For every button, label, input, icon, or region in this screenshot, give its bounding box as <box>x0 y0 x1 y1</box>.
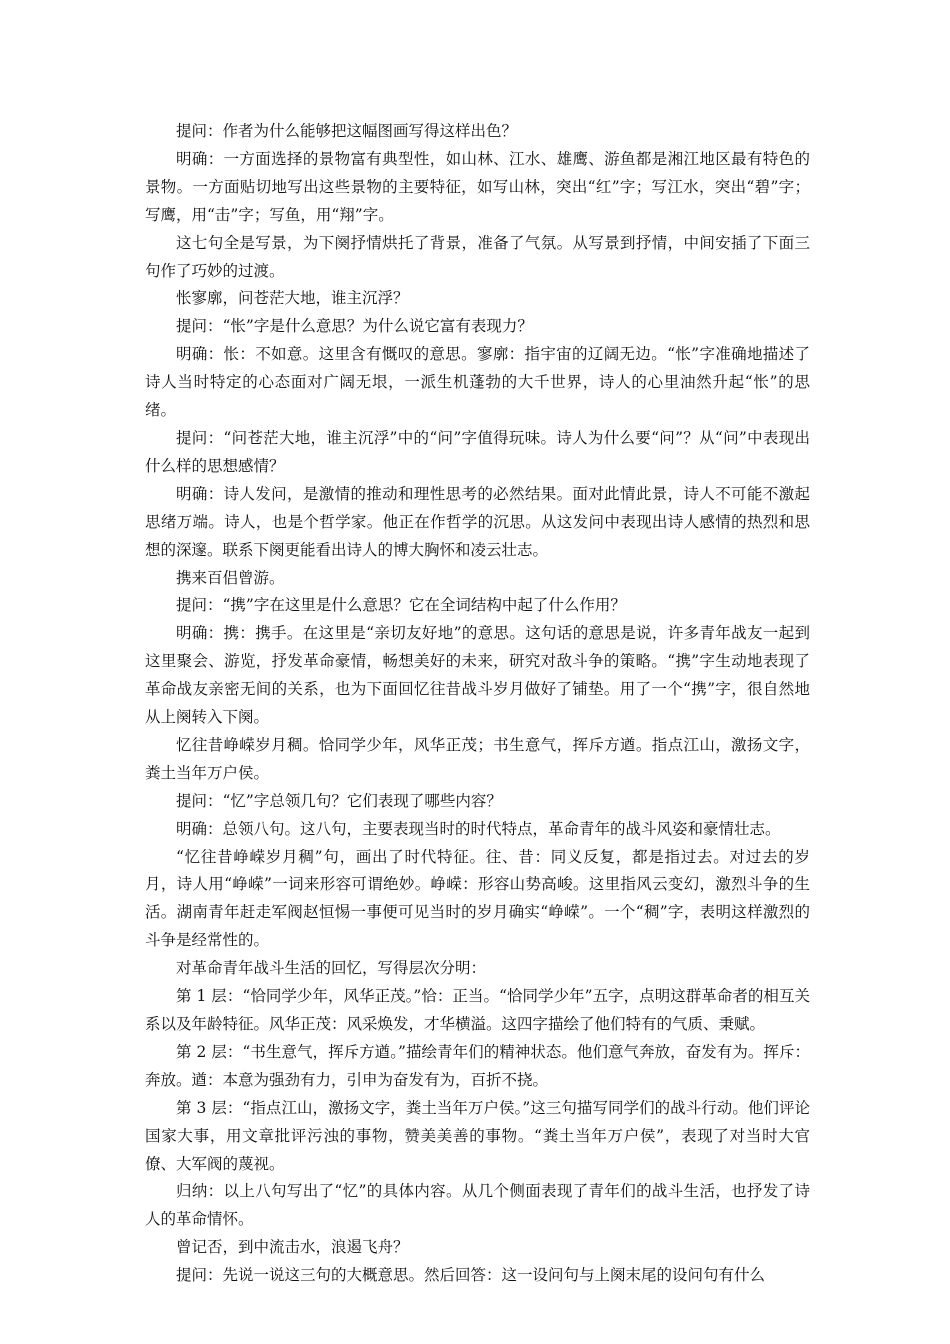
question-paragraph: 提问：“怅”字是什么意思？为什么说它富有表现力？ <box>176 317 533 336</box>
question-paragraph: 提问：“携”字在这里是什么意思？它在全词结构中起了什么作用？ <box>176 596 626 615</box>
question-paragraph: 提问：作者为什么能够把这幅图画写得这样出色？ <box>176 122 518 140</box>
question-paragraph: 提问：先说一说这三句的大概意思。然后回答：这一设问句与上阕末尾的设问句有什么 <box>176 1266 766 1285</box>
answer-paragraph: 明确：携：携手。在这里是“亲切友好地”的意思。这句话的意思是说，许多青年战友一起到这里聚会、游览，抒发革命豪情，畅想美好的未来，研究对敌斗争的策略。“携”字生动地表现了革命战友亲密无间的关系，也为下面回忆往昔战斗岁月做好了铺垫。用了一个“携”字，很自然地从上阕转入下阕。 <box>145 624 810 727</box>
body-paragraph: 对革命青年战斗生活的回忆，写得层次分明： <box>176 959 487 978</box>
document-page <box>145 118 810 1290</box>
answer-paragraph: 明确：总领八句。这八句，主要表现当时的时代特点，革命青年的战斗风姿和豪情壮志。 <box>176 819 781 838</box>
body-paragraph: 这七句全是写景，为下阕抒情烘托了背景，准备了气氛。从写景到抒情，中间安插了下面三句作了巧妙的过渡。 <box>145 233 810 280</box>
question-paragraph: 提问：“问苍茫大地，谁主沉浮”中的“问”字值得玩味。诗人为什么要“问”？从“问”中表现出什么样的思想感情？ <box>145 428 810 475</box>
layer-paragraph: 第 3 层：“指点江山，激扬文字，粪土当年万户侯。”这三句描写同学们的战斗行动。他们评论国家大事，用文章批评污浊的事物，赞美美善的事物。“粪土当年万户侯”，表现了对当时大官僚、大军阀的蔑视。 <box>145 1098 810 1173</box>
poem-line: 曾记否，到中流击水，浪遏飞舟？ <box>176 1238 409 1257</box>
poem-line: 忆往昔峥嵘岁月稠。恰同学少年，风华正茂；书生意气，挥斥方遒。指点江山，激扬文字，粪土当年万户侯。 <box>145 735 810 782</box>
layer-paragraph: 第 1 层：“恰同学少年，风华正茂。”恰：正当。“恰同学少年”五字，点明这群革命者的相互关系以及年龄特征。风华正茂：风采焕发，才华横溢。这四字描绘了他们特有的气质、秉赋。 <box>145 987 810 1033</box>
poem-line: 携来百侣曾游。 <box>176 568 285 587</box>
poem-line: 怅寥廓，问苍茫大地，谁主沉浮？ <box>176 289 409 308</box>
answer-paragraph: 明确：怅：不如意。这里含有慨叹的意思。寥廓：指宇宙的辽阔无边。“怅”字准确地描述了诗人当时特定的心态面对广阔无垠，一派生机蓬勃的大千世界，诗人的心里油然升起“怅”的思绪。 <box>145 345 810 420</box>
question-paragraph: 提问：“忆”字总领几句？它们表现了哪些内容？ <box>176 791 502 810</box>
layer-paragraph: 第 2 层：“书生意气，挥斥方遒。”描绘青年们的精神状态。他们意气奔放，奋发有为。挥斥：奔放。遒：本意为强劲有力，引申为奋发有为，百折不挠。 <box>145 1042 810 1089</box>
answer-paragraph: 明确：一方面选择的景物富有典型性，如山林、江水、雄鹰、游鱼都是湘江地区最有特色的景物。一方面贴切地写出这些景物的主要特征，如写山林，突出“红”字；写江水，突出“碧”字；写鹰，用“击”字；写鱼，用“翔”字。 <box>145 149 810 224</box>
summary-paragraph: 归纳：以上八句写出了“忆”的具体内容。从几个侧面表现了青年们的战斗生活，也抒发了诗人的革命情怀。 <box>145 1182 810 1229</box>
answer-paragraph: 明确：诗人发问，是激情的推动和理性思考的必然结果。面对此情此景，诗人不可能不激起思绪万端。诗人，也是个哲学家。他正在作哲学的沉思。从这发问中表现出诗人感情的热烈和思想的深邃。联系下阕更能看出诗人的博大胸怀和凌云壮志。 <box>145 484 810 559</box>
body-paragraph: “忆往昔峥嵘岁月稠”句，画出了时代特征。往、昔：同义反复，都是指过去。对过去的岁月，诗人用“峥嵘”一词来形容可谓绝妙。峥嵘：形容山势高峻。这里指风云变幻，激烈斗争的生活。湖南青年赶走军阀赵恒惕一事便可见当时的岁月确实“峥嵘”。一个“稠”字，表明这样激烈的斗争是经常性的。 <box>145 847 810 950</box>
